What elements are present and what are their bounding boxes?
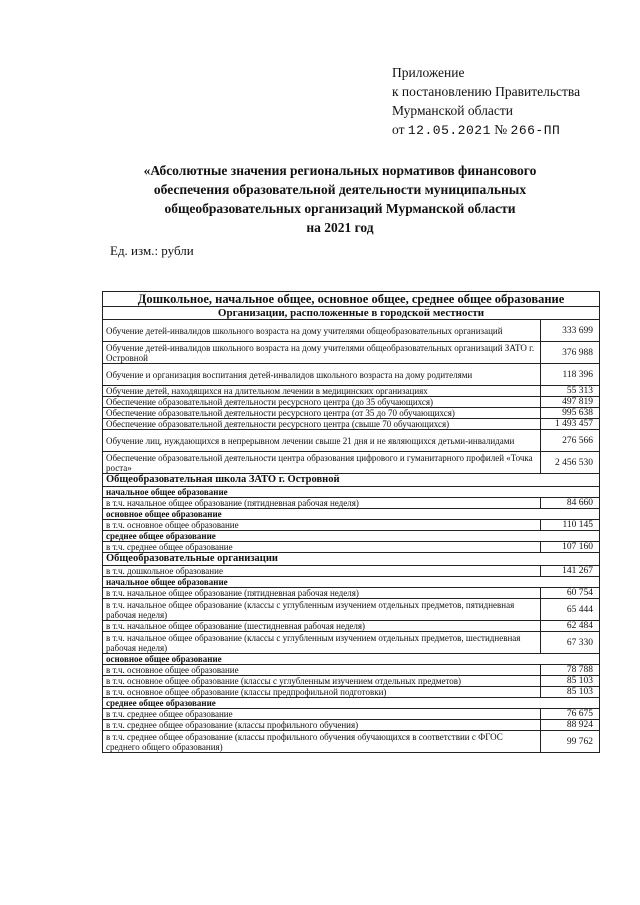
table-row — [103, 542, 600, 553]
table-row — [103, 665, 600, 676]
table-row — [103, 320, 600, 342]
table-row — [103, 430, 600, 452]
number-sign: № — [494, 122, 508, 137]
level-heading-row — [103, 531, 600, 542]
row-value: 497 819 — [541, 397, 600, 408]
row-text: в т.ч. начальное общее образование (пятидневная рабочая неделя) — [103, 498, 541, 509]
row-text: Обучение лиц, нуждающихся в непрерывном лечении свыше 21 дня и не являющихся детьми-инвалидами — [103, 430, 541, 452]
row-value: 1 493 457 — [541, 419, 600, 430]
row-text: в т.ч. основное общее образование (классы предпрофильной подготовки) — [103, 687, 541, 698]
row-text: Обеспечение образовательной деятельности ресурсного центра (от 35 до 70 обучающихся) — [103, 408, 541, 419]
table-row — [103, 621, 600, 632]
row-text: в т.ч. дошкольное образование — [103, 566, 541, 577]
table-row — [103, 397, 600, 408]
row-value: 110 145 — [541, 520, 600, 531]
title-line: общеобразовательных организаций Мурманской области — [164, 201, 516, 216]
level-heading: основное общее образование — [103, 509, 600, 520]
row-text: Обучение и организация воспитания детей-инвалидов школьного возраста на дому родителями — [103, 364, 541, 386]
title-line: «Абсолютные значения региональных нормативов финансового — [143, 163, 537, 178]
row-value: 107 160 — [541, 542, 600, 553]
appendix-block — [392, 63, 622, 140]
table-row — [103, 342, 600, 364]
row-text: в т.ч. основное общее образование — [103, 520, 541, 531]
row-value: 65 444 — [541, 599, 600, 621]
units-label: Ед. изм.: рубли — [110, 243, 194, 258]
row-value: 78 788 — [541, 665, 600, 676]
row-value: 85 103 — [541, 687, 600, 698]
level-heading: начальное общее образование — [103, 487, 600, 498]
row-value: 2 456 530 — [541, 452, 600, 474]
section-title: Общеобразовательные организации — [103, 553, 600, 566]
table-header: Дошкольное, начальное общее, основное общее, среднее общее образование — [103, 292, 600, 307]
row-value: 67 330 — [541, 632, 600, 654]
level-heading: основное общее образование — [103, 654, 600, 665]
row-text: Обучение детей, находящихся на длительном лечении в медицинских организациях — [103, 386, 541, 397]
row-value: 62 484 — [541, 621, 600, 632]
decree-number: 266-ПП — [510, 123, 561, 138]
section-title: Общеобразовательная школа ЗАТО г. Островной — [103, 474, 600, 487]
level-heading-row — [103, 509, 600, 520]
row-text: в т.ч. среднее общее образование — [103, 709, 541, 720]
table-row — [103, 520, 600, 531]
row-value: 376 988 — [541, 342, 600, 364]
decree-date: 12.05.2021 — [407, 123, 491, 138]
level-heading-row — [103, 487, 600, 498]
row-text: в т.ч. начальное общее образование (пятидневная рабочая неделя) — [103, 588, 541, 599]
row-text: в т.ч. начальное общее образование (классы с углубленным изучением отдельных предметов, пятидневная рабочая неделя) — [103, 599, 541, 621]
table-row — [103, 364, 600, 386]
appendix-line: к постановлению Правительства — [392, 84, 581, 99]
row-text: Обеспечение образовательной деятельности центра образования цифрового и гуманитарного профилей «Точка роста» — [103, 452, 541, 474]
row-text: Обеспечение образовательной деятельности ресурсного центра (до 35 обучающихся) — [103, 397, 541, 408]
level-heading: начальное общее образование — [103, 577, 600, 588]
level-heading-row — [103, 654, 600, 665]
table-row — [103, 709, 600, 720]
table-row — [103, 599, 600, 621]
table-row — [103, 452, 600, 474]
table-row — [103, 687, 600, 698]
norms-table — [102, 291, 600, 753]
row-text: Обучение детей-инвалидов школьного возраста на дому учителями общеобразовательных организаций ЗАТО г. Островной — [103, 342, 541, 364]
table-row — [103, 408, 600, 419]
table-row — [103, 676, 600, 687]
table-subheader: Организации, расположенные в городской местности — [103, 307, 600, 320]
section-title-row — [103, 474, 600, 487]
row-value: 141 267 — [541, 566, 600, 577]
row-value: 60 754 — [541, 588, 600, 599]
appendix-line: Приложение — [392, 65, 465, 80]
level-heading: среднее общее образование — [103, 531, 600, 542]
row-text: в т.ч. основное общее образование (классы с углубленным изучением отдельных предметов) — [103, 676, 541, 687]
row-text: в т.ч. начальное общее образование (классы с углубленным изучением отдельных предметов, шестидневная рабочая неделя) — [103, 632, 541, 654]
table-row — [103, 498, 600, 509]
level-heading: среднее общее образование — [103, 698, 600, 709]
table-row — [103, 720, 600, 731]
table-row — [103, 566, 600, 577]
row-text: в т.ч. среднее общее образование — [103, 542, 541, 553]
appendix-line: Мурманской области — [392, 103, 513, 118]
table-row — [103, 632, 600, 654]
appendix-date-line — [392, 120, 622, 140]
level-heading-row — [103, 698, 600, 709]
row-value: 276 566 — [541, 430, 600, 452]
title-line: на 2021 год — [306, 220, 374, 235]
row-value: 995 638 — [541, 408, 600, 419]
table-row — [103, 731, 600, 753]
date-prefix: от — [392, 122, 405, 137]
row-text: в т.ч. начальное общее образование (шестидневная рабочая неделя) — [103, 621, 541, 632]
row-value: 76 675 — [541, 709, 600, 720]
table-subheader-row — [103, 307, 600, 320]
document-title — [100, 161, 580, 237]
row-text: в т.ч. среднее общее образование (классы профильного обучения) — [103, 720, 541, 731]
row-value: 118 396 — [541, 364, 600, 386]
row-text: Обеспечение образовательной деятельности ресурсного центра (свыше 70 обучающихся) — [103, 419, 541, 430]
row-text: в т.ч. основное общее образование — [103, 665, 541, 676]
table-row — [103, 419, 600, 430]
row-text: в т.ч. среднее общее образование (классы профильного обучения обучающихся в соответствии с ФГОС среднего общего образования) — [103, 731, 541, 753]
row-value: 85 103 — [541, 676, 600, 687]
table-header-row — [103, 292, 600, 307]
title-line: обеспечения образовательной деятельности муниципальных — [153, 182, 527, 197]
row-value: 55 313 — [541, 386, 600, 397]
row-value: 333 699 — [541, 320, 600, 342]
level-heading-row — [103, 577, 600, 588]
row-value: 88 924 — [541, 720, 600, 731]
row-value: 84 660 — [541, 498, 600, 509]
section-title-row — [103, 553, 600, 566]
table-row — [103, 588, 600, 599]
row-text: Обучение детей-инвалидов школьного возраста на дому учителями общеобразовательных организаций — [103, 320, 541, 342]
row-value: 99 762 — [541, 731, 600, 753]
table-row — [103, 386, 600, 397]
